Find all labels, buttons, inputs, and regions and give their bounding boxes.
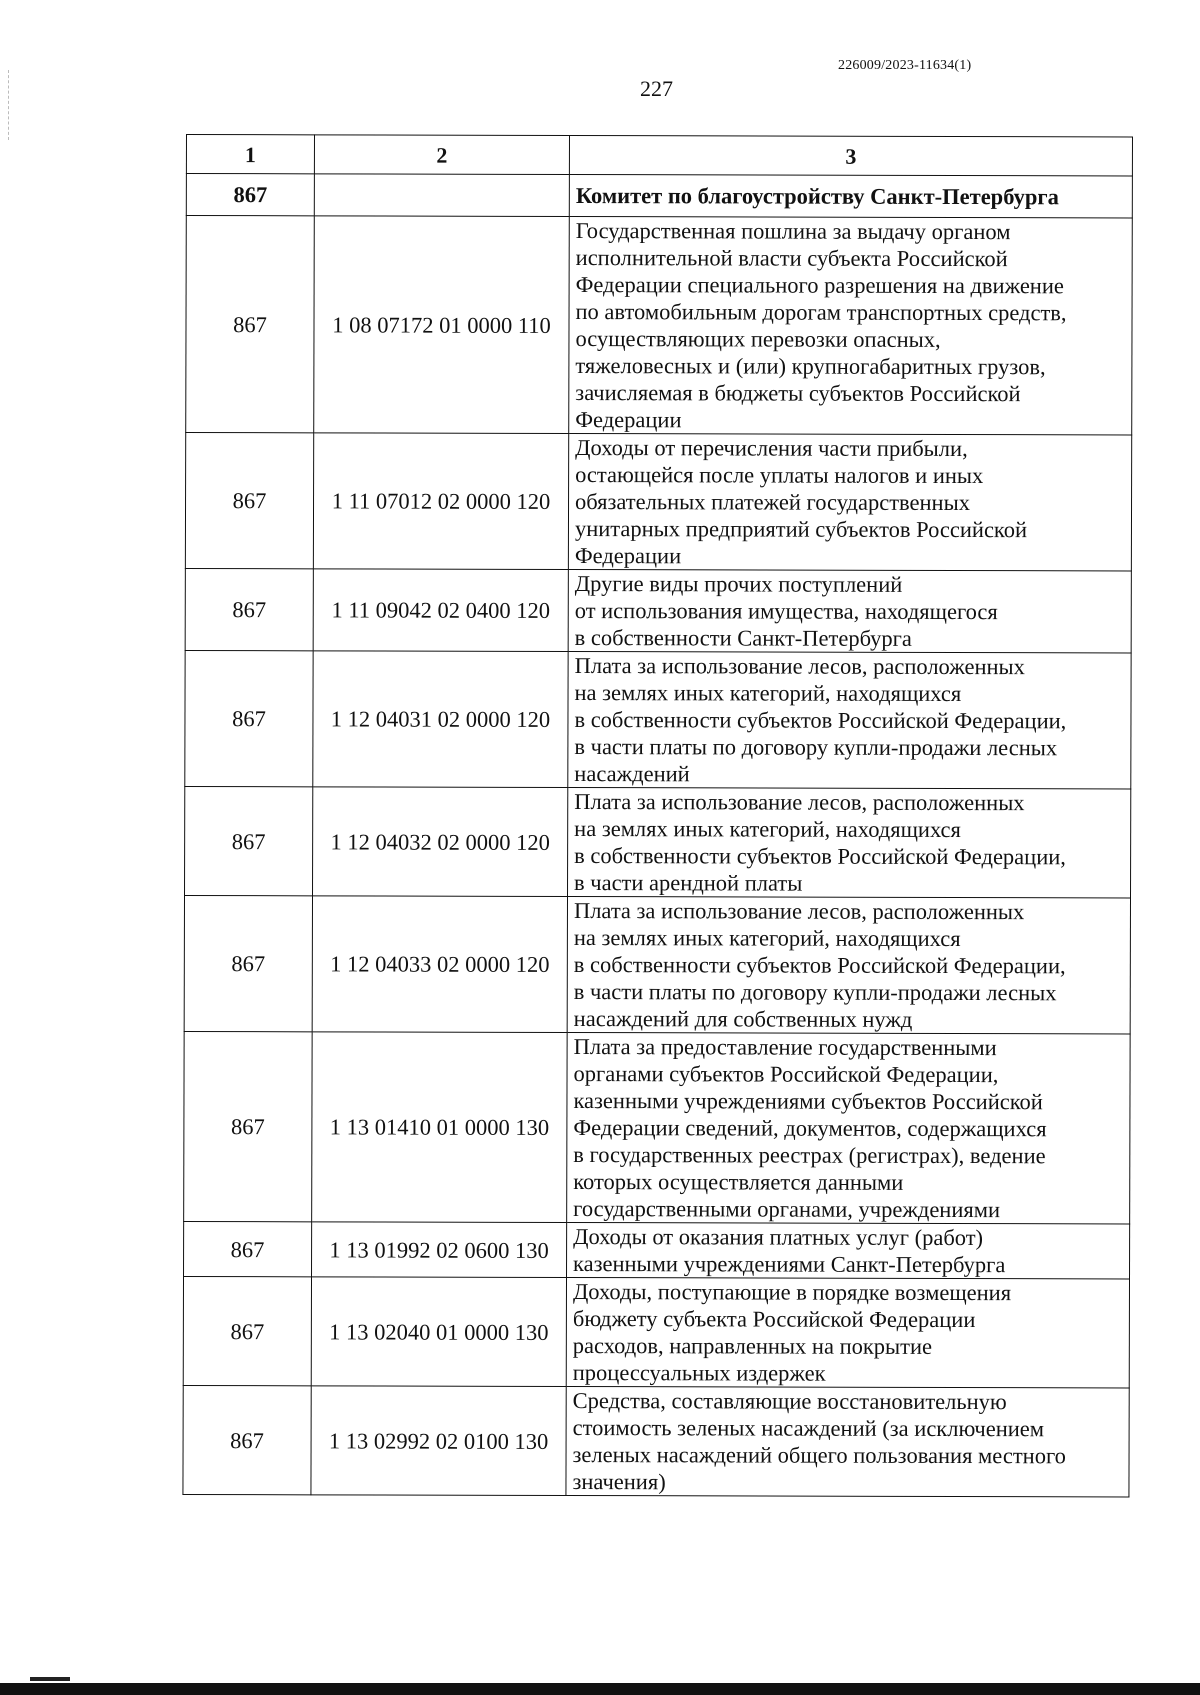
description-line: в собственности субъектов Российской Федерации, bbox=[574, 707, 1067, 734]
description-cell bbox=[566, 1278, 1129, 1388]
description-line: в государственных реестрах (регистрах), ведение bbox=[573, 1142, 1046, 1169]
kbk-code-cell: 1 12 04033 02 0000 120 bbox=[312, 896, 567, 1033]
description-line: зеленых насаждений общего пользования местного bbox=[572, 1442, 1066, 1469]
kbk-code-cell: 1 13 02040 01 0000 130 bbox=[311, 1277, 566, 1387]
description-line: Федерации bbox=[574, 543, 682, 569]
description-line: зачисляемая в бюджеты субъектов Российской bbox=[575, 380, 1021, 407]
description-line: значения) bbox=[572, 1469, 666, 1495]
description-cell bbox=[569, 217, 1133, 435]
column-header-3: 3 bbox=[569, 136, 1132, 176]
description-cell bbox=[568, 788, 1131, 898]
description-line: Государственная пошлина за выдачу органом bbox=[575, 218, 1011, 245]
table-row bbox=[185, 786, 1131, 897]
description-line: на землях иных категорий, находящихся bbox=[573, 925, 961, 952]
scan-bottom-edge bbox=[0, 1683, 1200, 1695]
description-line: в собственности субъектов Российской Федерации, bbox=[573, 952, 1066, 979]
admin-code-cell: 867 bbox=[183, 1385, 311, 1494]
description-cell bbox=[566, 1386, 1129, 1496]
description-line: от использования имущества, находящегося bbox=[574, 598, 998, 625]
description-line: Доходы от оказания платных услуг (работ) bbox=[573, 1224, 984, 1251]
description-cell bbox=[567, 1033, 1130, 1224]
description-line: Плата за предоставление государственными bbox=[573, 1034, 997, 1061]
description-line: остающейся после уплаты налогов и иных bbox=[575, 462, 984, 489]
table-row bbox=[184, 1031, 1130, 1223]
description-line: на землях иных категорий, находящихся bbox=[574, 680, 962, 707]
description-line: Средства, составляющие восстановительную bbox=[572, 1388, 1007, 1415]
kbk-code-cell: 1 13 01992 02 0600 130 bbox=[312, 1222, 567, 1278]
description-line: Плата за использование лесов, расположенных bbox=[574, 653, 1025, 680]
description-line: в собственности Санкт-Петербурга bbox=[574, 625, 912, 651]
admin-code-cell: 867 bbox=[184, 895, 312, 1031]
description-line: Федерации bbox=[575, 407, 682, 433]
description-line: казенными учреждениями субъектов Российской bbox=[573, 1088, 1043, 1115]
description-line: Другие виды прочих поступлений bbox=[574, 571, 903, 597]
description-line: государственными органами, учреждениями bbox=[573, 1196, 1001, 1223]
kbk-code-cell: 1 11 09042 02 0400 120 bbox=[313, 569, 568, 652]
admin-code-cell: 867 bbox=[185, 433, 313, 569]
column-header-1: 1 bbox=[186, 135, 314, 174]
scan-artifact bbox=[30, 1677, 70, 1681]
description-line: обязательных платежей государственных bbox=[575, 489, 971, 516]
description-cell bbox=[568, 570, 1131, 653]
description-line: осуществляющих перевозки опасных, bbox=[575, 326, 941, 352]
kbk-code-cell: 1 11 07012 02 0000 120 bbox=[313, 433, 568, 570]
description-line: исполнительной власти субъекта Российской bbox=[575, 245, 1008, 272]
admin-code-cell: 867 bbox=[184, 1221, 312, 1276]
admin-code-cell: 867 bbox=[186, 216, 315, 433]
description-cell bbox=[567, 1223, 1130, 1279]
table-row bbox=[184, 895, 1130, 1033]
table-row bbox=[186, 216, 1133, 435]
admin-code-cell: 867 bbox=[185, 568, 313, 650]
description-line: Федерации специального разрешения на движение bbox=[575, 272, 1064, 299]
admin-code-cell: 867 bbox=[183, 1276, 311, 1385]
agency-code: 867 bbox=[186, 174, 314, 216]
table-row bbox=[185, 433, 1131, 571]
description-line: по автомобильным дорогам транспортных средств, bbox=[575, 299, 1067, 326]
column-header-2: 2 bbox=[314, 135, 569, 175]
description-cell bbox=[568, 652, 1131, 789]
revenue-codes-table bbox=[182, 134, 1133, 1497]
agency-row bbox=[186, 174, 1132, 218]
kbk-code-cell: 1 13 01410 01 0000 130 bbox=[312, 1032, 567, 1223]
description-line: на землях иных категорий, находящихся bbox=[574, 816, 961, 843]
description-line: тяжеловесных и (или) крупногабаритных грузов, bbox=[575, 353, 1046, 380]
agency-name: Комитет по благоустройству Санкт-Петербурга bbox=[569, 175, 1132, 218]
table-header-row bbox=[186, 135, 1132, 176]
kbk-code-cell: 1 12 04031 02 0000 120 bbox=[313, 651, 568, 788]
page-number: 227 bbox=[640, 76, 673, 101]
table-row bbox=[183, 1385, 1129, 1496]
scan-edge-mark bbox=[8, 70, 11, 140]
agency-kbk-empty bbox=[314, 174, 569, 217]
description-line: которых осуществляется данными bbox=[573, 1169, 904, 1195]
table-row bbox=[185, 568, 1131, 652]
kbk-code-cell: 1 13 02992 02 0100 130 bbox=[311, 1386, 566, 1496]
description-line: бюджету субъекта Российской Федерации bbox=[572, 1306, 976, 1333]
admin-code-cell: 867 bbox=[185, 650, 313, 786]
admin-code-cell: 867 bbox=[184, 1031, 312, 1221]
description-line: в собственности субъектов Российской Федерации, bbox=[574, 843, 1066, 870]
description-cell bbox=[568, 434, 1131, 571]
description-line: Плата за использование лесов, расположенных bbox=[573, 898, 1025, 925]
description-line: насаждений bbox=[574, 761, 690, 787]
description-line: в части арендной платы bbox=[574, 870, 803, 896]
description-cell bbox=[567, 897, 1130, 1034]
description-line: Плата за использование лесов, расположенных bbox=[574, 789, 1025, 816]
kbk-code-cell: 1 08 07172 01 0000 110 bbox=[314, 216, 570, 434]
description-line: Федерации сведений, документов, содержащихся bbox=[573, 1115, 1047, 1142]
description-line: унитарных предприятий субъектов Российской bbox=[574, 516, 1028, 543]
table-row bbox=[184, 1221, 1130, 1278]
description-line: Доходы от перечисления части прибыли, bbox=[575, 435, 968, 462]
description-line: казенными учреждениями Санкт-Петербурга bbox=[573, 1251, 1006, 1278]
description-line: в части платы по договору купли-продажи лесных bbox=[573, 979, 1057, 1006]
description-line: органами субъектов Российской Федерации, bbox=[573, 1061, 999, 1088]
description-line: Доходы, поступающие в порядке возмещения bbox=[572, 1279, 1012, 1306]
kbk-code-cell: 1 12 04032 02 0000 120 bbox=[313, 787, 568, 897]
table-body bbox=[183, 174, 1132, 1497]
description-line: процессуальных издержек bbox=[572, 1360, 826, 1386]
description-line: в части платы по договору купли-продажи лесных bbox=[574, 734, 1058, 761]
document-id: 226009/2023-11634(1) bbox=[838, 58, 972, 73]
table-row bbox=[185, 650, 1131, 788]
table-row bbox=[183, 1276, 1129, 1387]
description-line: расходов, направленных на покрытие bbox=[572, 1333, 933, 1359]
description-line: стоимость зеленых насаждений (за исключением bbox=[572, 1415, 1045, 1442]
description-line: насаждений для собственных нужд bbox=[573, 1006, 913, 1032]
admin-code-cell: 867 bbox=[185, 786, 313, 895]
